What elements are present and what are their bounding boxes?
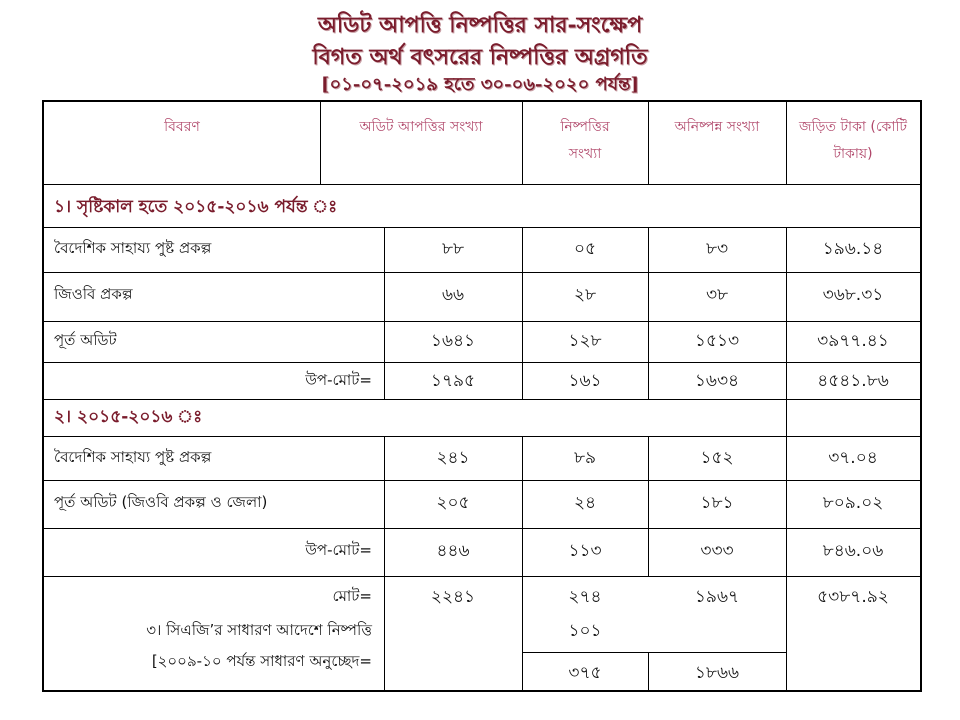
section1-row-settled: ১২৮ [568, 331, 602, 351]
section2-row-label: পূর্ত অডিট (জিওবি প্রকল্প ও জেলা) [54, 493, 268, 511]
row-divider [44, 362, 920, 363]
section2-row-amount: ৮০৯.০২ [822, 493, 884, 513]
section2-subtotal-settled: ১১৩ [568, 541, 602, 561]
section2-subtotal-unsettled: ৩৩৩ [700, 541, 734, 561]
section2-title: ২। ২০১৫-২০১৬ ঃ [54, 407, 203, 427]
section2-row-settled: ৮৯ [573, 448, 597, 468]
col-divider [786, 102, 787, 184]
section1-subtotal-unsettled: ১৬৩৪ [694, 371, 740, 391]
total-settled: ২৭৪ [568, 587, 602, 607]
section2-row-amount: ৩৭.০৪ [828, 448, 878, 468]
section1-row-objections: ৬৬ [441, 285, 465, 305]
section2-row-label: বৈদেশিক সাহায্য পুষ্ট প্রকল্প [54, 448, 212, 466]
row-divider [44, 436, 920, 437]
section2-subtotal-label: উপ-মোট= [305, 541, 372, 559]
section1-subtotal-amount: ৪৫৪১.৮৬ [817, 371, 889, 391]
row-divider [44, 227, 920, 228]
section1-subtotal-objections: ১৭৯৫ [430, 371, 476, 391]
section1-row-settled: ২৮ [573, 285, 597, 305]
cag-settled: ১০১ [568, 621, 602, 641]
section1-row-unsettled: ৮৩ [705, 239, 729, 259]
report-period: [০১-০৭-২০১৯ হতে ৩০-০৬-২০২০ পর্যন্ত] [320, 74, 640, 95]
section1-row-label: জিওবি প্রকল্প [54, 285, 133, 303]
section2-row-settled: ২৪ [573, 493, 597, 513]
section1-row-objections: ৮৮ [441, 239, 465, 259]
section1-row-settled: ০৫ [573, 239, 597, 259]
section2-subtotal-amount: ৮৪৬.০৬ [822, 541, 884, 561]
total-label: মোট= [332, 587, 372, 605]
section1-row-amount: ১৯৬.১৪ [822, 239, 884, 259]
header-objections: অডিট আপত্তির সংখ্যা [359, 119, 483, 135]
row-divider [44, 480, 920, 481]
section2-row-unsettled: ১৮১ [700, 493, 734, 513]
section2-row-objections: ২০৫ [436, 493, 470, 513]
row-divider [44, 272, 920, 273]
section2-row-objections: ২৪১ [436, 448, 470, 468]
col-divider [522, 102, 523, 184]
section2-row-unsettled: ১৫২ [700, 448, 734, 468]
general-para-label: [২০০৯-১০ পর্যন্ত সাধারণ অনুচ্ছেদ= [151, 652, 372, 670]
section1-row-label: বৈদেশিক সাহায্য পুষ্ট প্রকল্প [54, 239, 212, 257]
header-settled: নিষ্পত্তির সংখ্যা [560, 119, 610, 162]
report-title: অডিট আপত্তি নিষ্পত্তির সার-সংক্ষেপ [317, 12, 643, 38]
section1-row-amount: ৩৬৮.৩১ [822, 285, 884, 305]
col-divider [384, 436, 385, 690]
row-divider [44, 576, 920, 577]
col-divider [786, 399, 787, 436]
section1-row-unsettled: ১৫১৩ [694, 331, 740, 351]
section1-subtotal-label: উপ-মোট= [305, 371, 372, 389]
final-settled: ৩৭৫ [568, 663, 602, 683]
section1-title: ১। সৃষ্টিকাল হতে ২০১৫-২০১৬ পর্যন্ত ঃ [54, 197, 338, 217]
cag-settlement-label: ৩। সিএজি’র সাধারণ আদেশে নিষ্পত্তি [146, 621, 372, 639]
section2-subtotal-objections: ৪৪৬ [436, 541, 470, 561]
summary-table [42, 100, 922, 692]
row-divider [44, 528, 920, 529]
report-subtitle: বিগত অর্থ বৎসরের নিষ্পত্তির অগ্রগতি [312, 44, 648, 70]
row-divider [44, 184, 920, 185]
section1-row-objections: ১৬৪১ [430, 331, 476, 351]
section1-row-amount: ৩৯৭৭.৪১ [817, 331, 889, 351]
header-unsettled: অনিষ্পন্ন সংখ্যা [674, 119, 760, 135]
row-divider [44, 321, 920, 322]
header-amount: জড়িত টাকা (কোটি টাকায়) [798, 119, 908, 162]
row-divider [522, 652, 786, 653]
section1-row-label: পূর্ত অডিট [54, 331, 117, 349]
section1-subtotal-settled: ১৬১ [568, 371, 602, 391]
total-unsettled: ১৯৬৭ [694, 587, 740, 607]
total-objections: ২২৪১ [430, 587, 476, 607]
header-description: বিবরণ [164, 119, 200, 135]
col-divider [786, 436, 787, 690]
col-divider [522, 436, 523, 690]
final-unsettled: ১৮৬৬ [694, 663, 740, 683]
total-amount: ৫৩৮৭.৯২ [817, 587, 889, 607]
section1-row-unsettled: ৩৮ [705, 285, 729, 305]
row-divider [44, 399, 920, 400]
